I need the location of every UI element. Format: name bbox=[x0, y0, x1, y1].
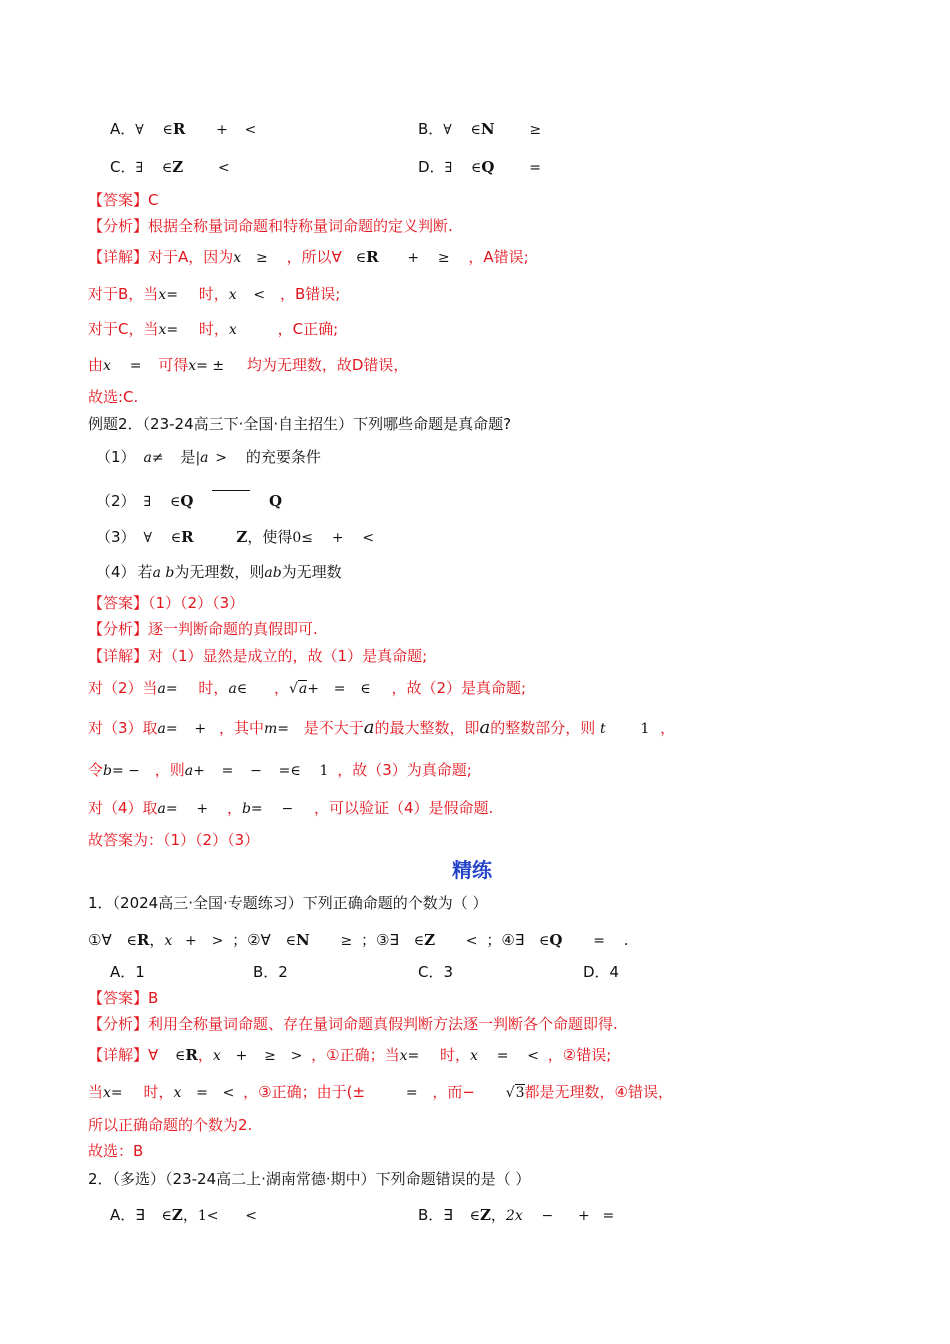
practice-2-option-a: A．∃ ∈Z，1< < bbox=[110, 1206, 258, 1224]
practice-1-option-b: B．2 bbox=[253, 963, 288, 981]
final-answer-2: 故答案为：（1）（2）（3） bbox=[88, 831, 260, 849]
option-d: D．∃ ∈Q = bbox=[418, 158, 541, 176]
practice-1-detail-3: 所以正确命题的个数为2. bbox=[88, 1116, 253, 1134]
practice-2-option-b: B．∃ ∈Z，2x − + = bbox=[418, 1206, 615, 1224]
practice-1-title: 1．（2024高三·全国·专题练习）下列正确命题的个数为（ ） bbox=[88, 894, 488, 912]
detail-line-1: 【详解】对于A，因为x ≥ ，所以∀ ∈R + ≥ ，A错误; bbox=[88, 248, 529, 266]
detail-line-4: 由x = 可得x= ± 均为无理数，故D错误， bbox=[88, 356, 409, 374]
practice-1-conclusion: 故选：B bbox=[88, 1142, 144, 1160]
section-title: 精练 bbox=[452, 858, 492, 882]
detail-2-line-3: 对（3）取a= + ，其中m= 是不大于a的最大整数，即a的整数部分，则 t 1 ， bbox=[88, 717, 676, 738]
detail-line-3: 对于C，当x= 时，x ，C正确; bbox=[88, 320, 339, 338]
practice-1-option-c: C．3 bbox=[418, 963, 454, 981]
option-c: C．∃ ∈Z < bbox=[110, 158, 230, 176]
detail-2-line-1: 【详解】对（1）显然是成立的，故（1）是真命题; bbox=[88, 647, 428, 665]
ex2-item-3: （3） ∀ ∈R Z，使得0≤ + < bbox=[96, 528, 375, 546]
ex2-item-1: （1） a≠ 是|a > 的充要条件 bbox=[96, 448, 321, 466]
practice-1-option-d: D．4 bbox=[583, 963, 620, 981]
practice-1-analysis: 【分析】利用全称量词命题、存在量词命题真假判断方法逐一判断各个命题即得. bbox=[88, 1015, 618, 1033]
practice-1-detail-1: 【详解】∀ ∈R，x + ≥ > ，①正确；当x= 时，x = < ，②错误; bbox=[88, 1046, 612, 1064]
analysis-text: 【分析】根据全称量词命题和特称量词命题的定义判断. bbox=[88, 217, 453, 235]
detail-line-2: 对于B，当x= 时，x < ，B错误; bbox=[88, 285, 341, 303]
practice-2-title: 2．（多选）（23-24高二上·湖南常德·期中）下列命题错误的是（ ） bbox=[88, 1170, 531, 1188]
detail-2-line-5: 对（4）取a= + ，b= − ，可以验证（4）是假命题. bbox=[88, 799, 494, 817]
practice-1-detail-2: 当x= 时，x = < ，③正确；由于(± = ，而− √3都是无理数，④错误， bbox=[88, 1083, 673, 1101]
practice-1-option-a: A．1 bbox=[110, 963, 145, 981]
option-b: B．∀ ∈N ≥ bbox=[418, 120, 542, 138]
practice-1-statements: ①∀ ∈R，x + > ；②∀ ∈N ≥ ；③∃ ∈Z < ；④∃ ∈Q = . bbox=[88, 931, 629, 949]
detail-2-line-4: 令b= − ，则a+ = − =∈ 1 ，故（3）为真命题; bbox=[88, 761, 472, 779]
analysis-2-text: 【分析】逐一判断命题的真假即可. bbox=[88, 620, 318, 638]
option-a: A．∀ ∈R + < bbox=[110, 120, 257, 138]
answer-2-label: 【答案】（1）（2）（3） bbox=[88, 594, 245, 612]
practice-1-answer: 【答案】B bbox=[88, 989, 159, 1007]
detail-2-line-2: 对（2）当a= 时，a∈ ，√a+ = ∈ ，故（2）是真命题; bbox=[88, 679, 527, 697]
example-2-title: 例题2．（23-24高三下·全国·自主招生）下列哪些命题是真命题? bbox=[88, 415, 512, 433]
conclusion-0: 故选:C. bbox=[88, 388, 139, 406]
ex2-item-4: （4） 若a b为无理数，则ab为无理数 bbox=[96, 563, 342, 581]
ex2-item-2: （2） ∃ ∈Q Q bbox=[96, 492, 283, 510]
answer-label: 【答案】C bbox=[88, 191, 159, 209]
